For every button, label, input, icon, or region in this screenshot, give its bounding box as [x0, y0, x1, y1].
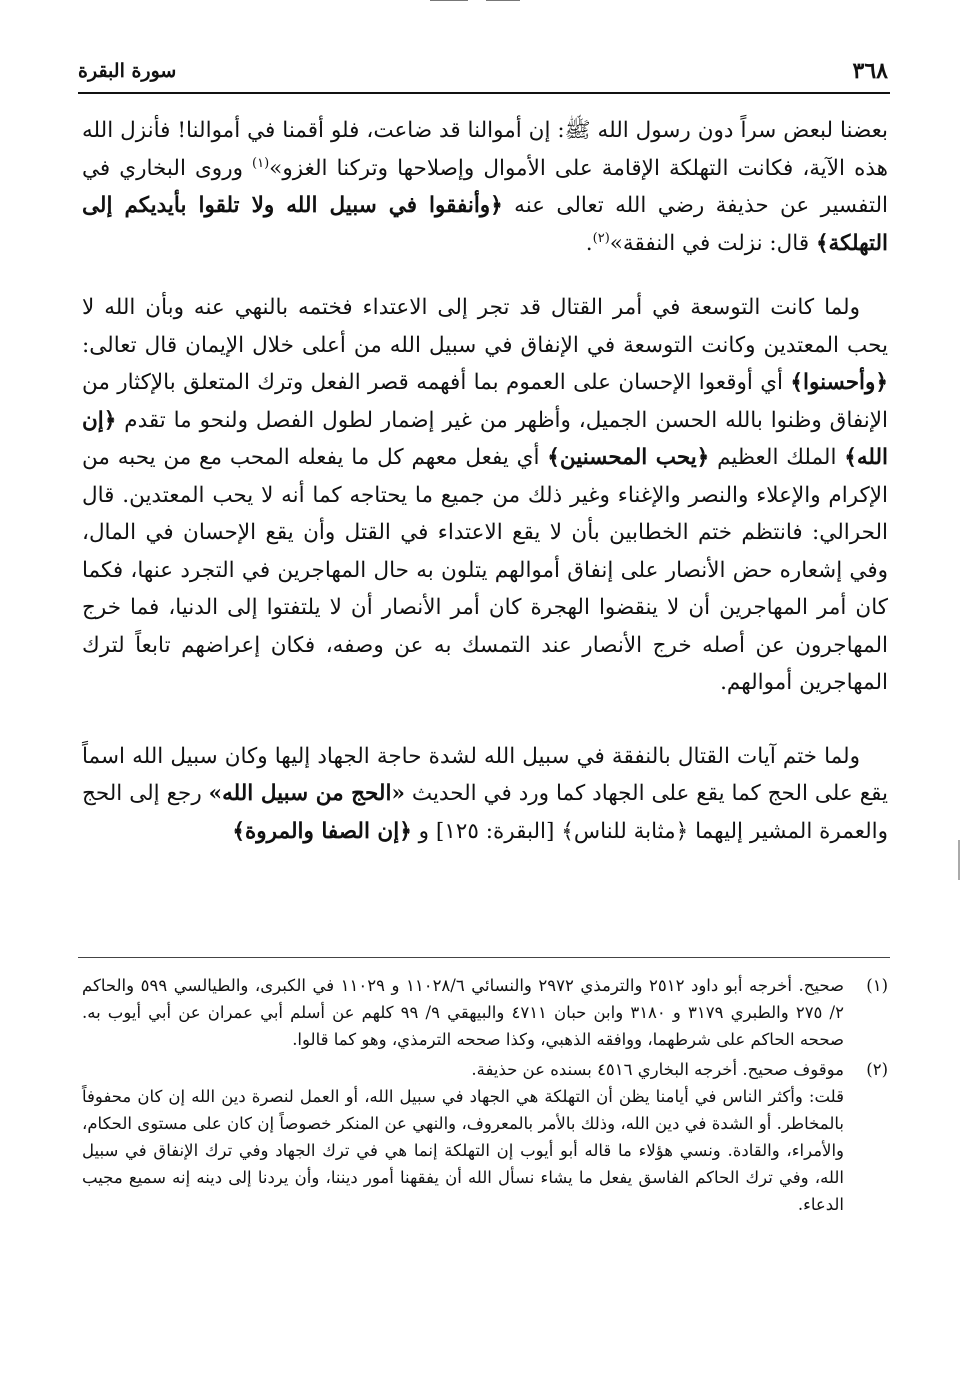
- footnote-text: صحيح. أخرجه أبو داود ٢٥١٢ والترمذي ٢٩٧٢ والنسائي ١١٠٢٨/٦ و ١١٠٢٩ في الكبرى، والطيالسي ٥٩٩ والحاكم ٢/ ٢٧٥ والطبري ٣١٧٩ و ٣١٨٠ وابن حبان ٤٧١١ والبيهقي ٩/ ٩٩ كلهم عن أسلم أبي عمران عن أبي أيوب به. صححه الحاكم على شرطهما، ووافقه الذهبي، وكذا صححه الترمذي، وهو كما قالوا.: [82, 976, 844, 1049]
- footnote-number: (١): [866, 976, 888, 995]
- p1-text-b: وروى البخاري في التفسير عن حذيفة رضي الله تعالى عنه: [82, 155, 888, 218]
- footnote-comment: قلت: وأكثر الناس في أيامنا يظن أن التهلكة هي الجهاد في سبيل الله، أو العمل لنصرة دين الله إن كان محفوفاً بالمخاطر. أو الشدة في دين الله، وذلك بالأمر بالمعروف، والنهي عن المنكر خصوصاً إن كان على مستوى الحكام، والأمراء، والقادة. ونسي هؤلاء ما قاله أبو أيوب إن التهلكة إنما هي في ترك الجهاد وفي ترك الإنفاق في سبيل الله، وفي ترك الحاكم الفاسق يفعل ما يشاء نسأل الله أن يفقهنا أمور ديننا، وأن يردنا إلى دينه إنه سميع مجيب الدعاء.: [82, 1087, 844, 1214]
- running-title: سورة البقرة: [78, 60, 177, 82]
- footnote-ref-2: (٢): [592, 230, 610, 246]
- hadith-quote: «الحج من سبيل الله»: [208, 781, 405, 806]
- footnote-rule: [78, 957, 890, 958]
- p3-text-b: رجع إلى الحج والعمرة المشير إليهما ﴿مثابة للناس﴾ [البقرة: ١٢٥] و: [82, 781, 888, 844]
- page-header: [78, 58, 888, 88]
- p2-text-a: ولما كانت التوسعة في أمر القتال قد تجر إلى الاعتداء فختمه بالنهي عنه وبأن الله لا يحب المعتدين وكانت التوسعة في الإنفاق في سبيل الله من أعلى خلال الإيمان قال تعالى:: [82, 295, 888, 358]
- quran-quote: ﴿إن الصفا والمروة﴾: [232, 818, 412, 844]
- footnote-text: موقوف صحيح. أخرجه البخاري ٤٥١٦ بسنده عن حذيفة.: [471, 1060, 844, 1079]
- footnote-number: (٢): [866, 1060, 888, 1079]
- p1-text-a: بعضنا لبعض سراً دون رسول الله ﷺ: إن أموالنا قد ضاعت، فلو أقمنا في أموالنا! فأنزل الله هذه الآية، فكانت التهلكة الإقامة على الأموال وإصلاحها وتركنا الغزو»: [82, 118, 888, 181]
- p1-text-c: قال: نزلت في النفقة»: [609, 230, 816, 256]
- p1-text-d: .: [585, 230, 593, 256]
- p2-text-c: الملك العظيم: [709, 445, 845, 470]
- footnote-ref-1: (١): [252, 155, 270, 171]
- top-edge-marks: [430, 0, 530, 6]
- p2-text-d: أي يفعل معهم كل ما يفعله المحب مع من يحبه من الإكرام والإعلاء والنصر والإغناء وغير ذلك من جميع ما يحتاجه كما أنه لا يحب المعتدين. قال الحرالي: فانتظم ختم الخطابين بأن لا يقع الاعتداء في القتل وأن يقع الإحسان في المال، وفي إشعاره حض الأنصار على إنفاق أموالهم يتلون به حال المهاجرين في التجرد عنها، فكما كان أمر المهاجرين أن لا ينقضوا الهجرة كان أمر الأنصار أن لا يلتفتوا إلى الدنيا، فما خرج المهاجرون عن أصله خرج الأنصار عند التمسك به عن وصفه، فكان إعراضهم تابعاً لترك المهاجرين أموالهم.: [82, 445, 888, 695]
- quran-quote: ﴿وأنفقوا في سبيل الله ولا تلقوا بأيديكم إلى التهلكة﴾: [82, 193, 888, 256]
- p2-text-b: أي أوقعوا الإحسان على العموم بما أفهمه قصر الفعل وترك المتعلق بالإكثار من الإنفاق وظنوا بالله الحسن الجميل، وأظهر من غير إضمار لطول الفصل ولنحو ما تقدم: [82, 370, 888, 433]
- quran-quote: ﴿وأحسنوا﴾: [790, 370, 888, 395]
- quran-quote: ﴿إن الله﴾: [82, 407, 888, 470]
- footnote-2: [82, 1056, 888, 1218]
- paragraph-1: [82, 112, 888, 262]
- main-text: [82, 112, 888, 850]
- header-rule: [78, 92, 890, 94]
- page-number: ٣٦٨: [852, 58, 888, 84]
- paragraph-3: [82, 738, 888, 851]
- quran-quote: ﴿يحب المحسنين﴾: [547, 445, 710, 470]
- scan-edge-mark: [958, 840, 960, 880]
- footnotes: [82, 972, 888, 1218]
- paragraph-2: [82, 289, 888, 702]
- p3-text-a: ولما ختم آيات القتال بالنفقة في سبيل الله لشدة حاجة الجهاد إليها وكان سبيل الله اسماً يقع على الحج كما يقع على الجهاد كما ورد في الحديث: [82, 743, 888, 806]
- footnote-1: [82, 972, 888, 1053]
